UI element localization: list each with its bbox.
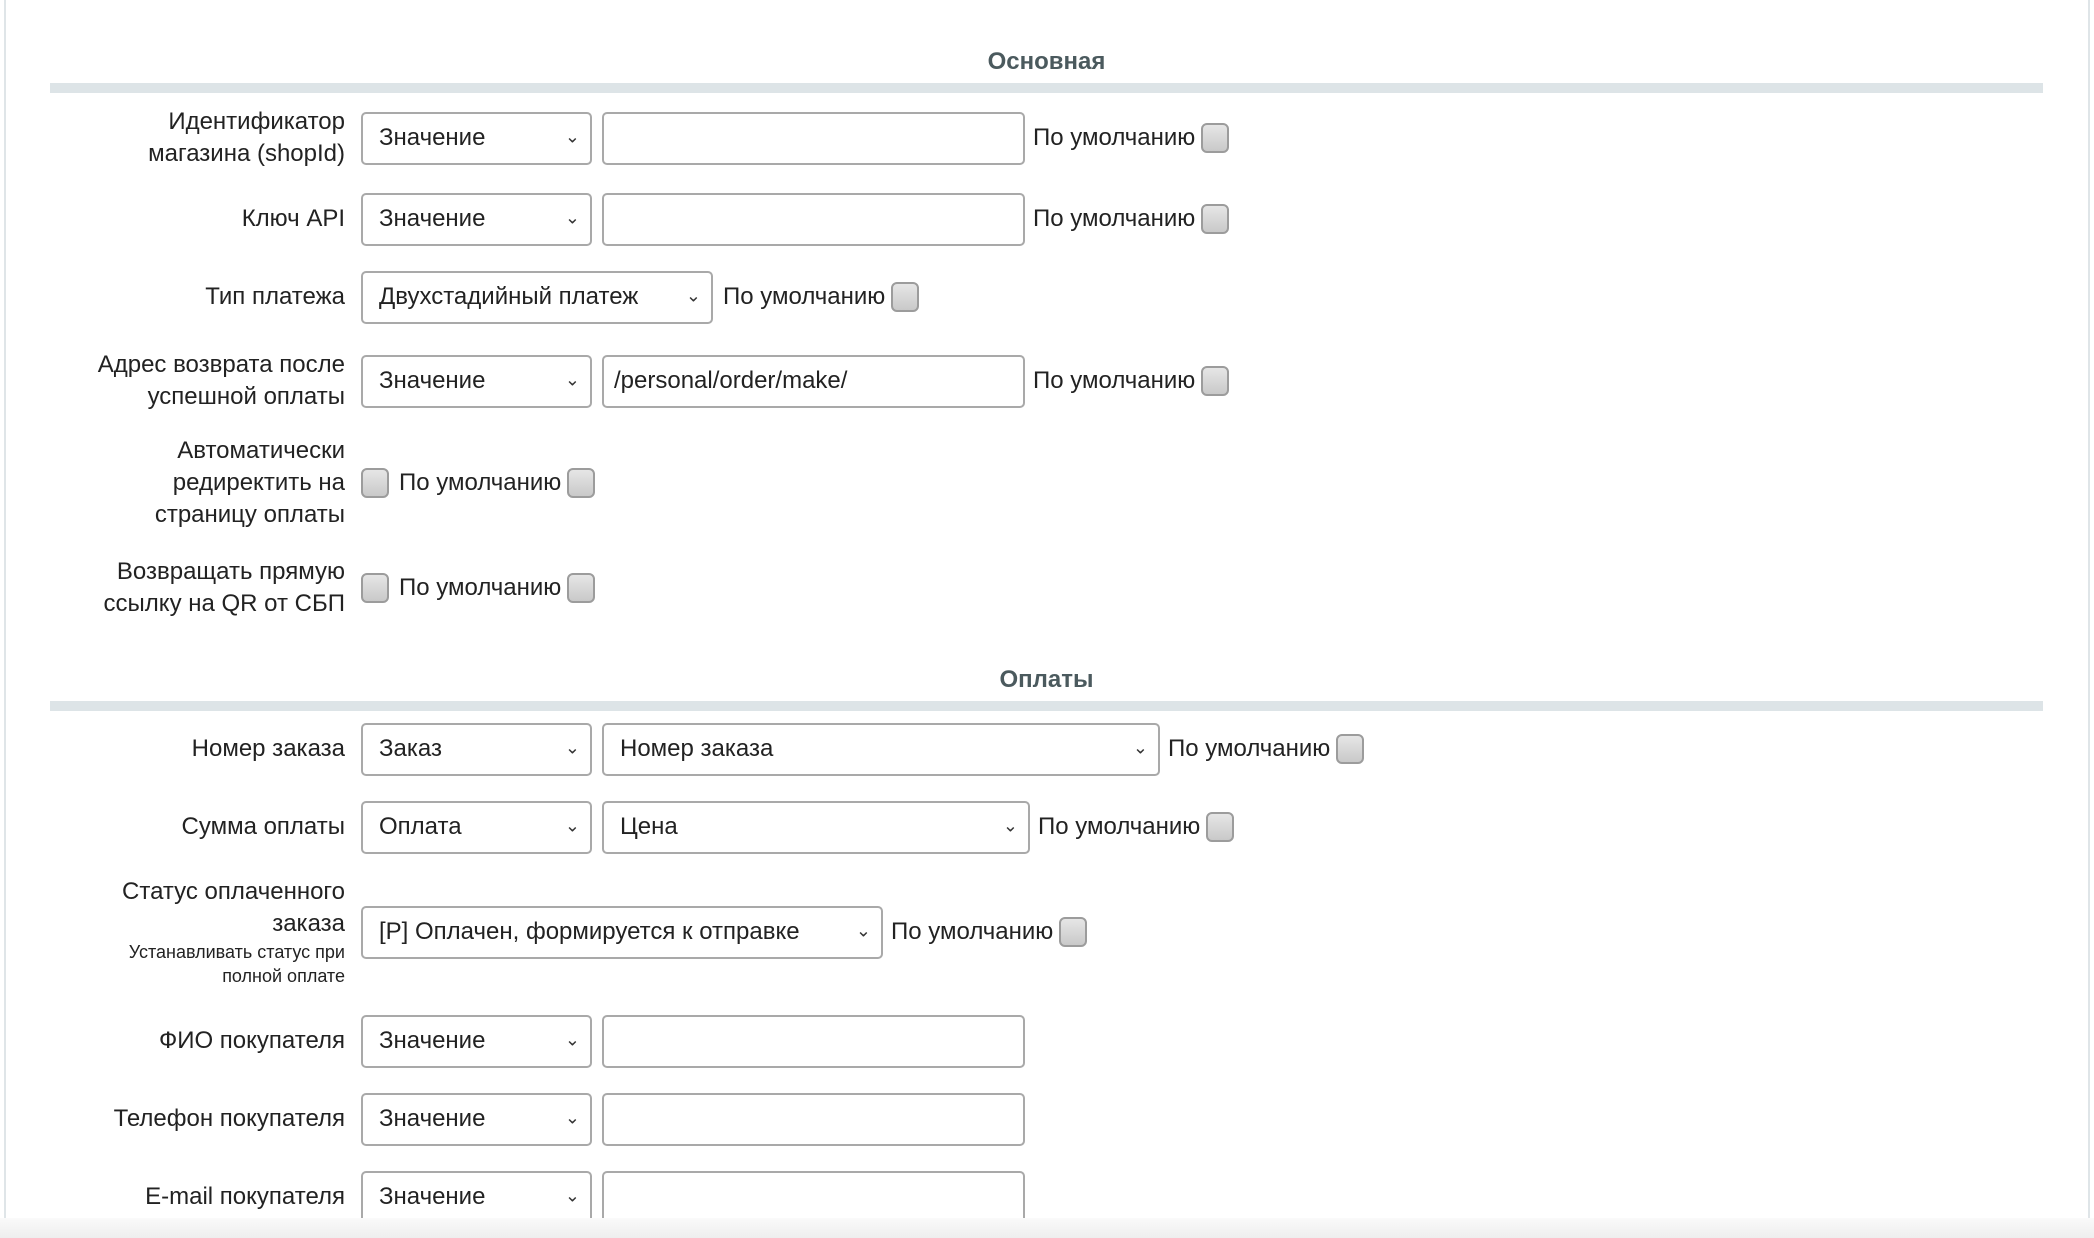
chevron-down-icon: ⌄	[855, 920, 871, 941]
chevron-down-icon: ⌄	[564, 1107, 580, 1128]
field-label	[0, 876, 361, 988]
label-line: редиректить на	[172, 469, 345, 496]
label-line: Адрес возврата после	[97, 351, 345, 378]
label-line: страницу оплаты	[154, 501, 345, 528]
chevron-down-icon: ⌄	[564, 1185, 580, 1206]
select-value: Номер заказа	[620, 735, 774, 762]
row-paid-status	[0, 876, 1097, 988]
field-label: E-mail покупателя	[145, 1183, 345, 1210]
row-buyer-phone	[0, 1092, 1033, 1146]
order-number-field-select[interactable]	[602, 723, 1160, 776]
label-line: Статус оплаченного	[122, 878, 345, 905]
amount-default-checkbox[interactable]	[1206, 812, 1234, 842]
field-label	[0, 349, 361, 413]
buyer-email-source-select[interactable]	[361, 1171, 592, 1224]
chevron-down-icon: ⌄	[1132, 737, 1148, 758]
default-label: По умолчанию	[1033, 124, 1196, 151]
field-label: Номер заказа	[191, 735, 345, 762]
amount-field-select[interactable]	[602, 801, 1030, 854]
order-number-source-select[interactable]	[361, 723, 592, 776]
select-value: Значение	[379, 1183, 486, 1210]
hint-line: полной оплате	[222, 966, 345, 986]
qr-link-checkbox[interactable]	[361, 573, 389, 603]
row-shop-id	[0, 106, 1239, 170]
row-auto-redirect	[0, 435, 605, 531]
field-label: Тип платежа	[205, 283, 345, 310]
label-line: заказа	[272, 910, 345, 937]
field-label	[0, 106, 361, 170]
row-buyer-email	[0, 1170, 1033, 1224]
buyer-email-input[interactable]	[602, 1171, 1025, 1224]
chevron-down-icon: ⌄	[685, 285, 701, 306]
select-value: Цена	[620, 813, 678, 840]
select-value: Значение	[379, 205, 486, 232]
select-value: Заказ	[379, 735, 442, 762]
field-label: ФИО покупателя	[158, 1027, 345, 1054]
chevron-down-icon: ⌄	[564, 369, 580, 390]
chevron-down-icon: ⌄	[564, 126, 580, 147]
buyer-name-input[interactable]	[602, 1015, 1025, 1068]
select-value: Значение	[379, 124, 486, 151]
default-label: По умолчанию	[723, 283, 886, 310]
default-label: По умолчанию	[1033, 205, 1196, 232]
label-line: Возвращать прямую	[116, 558, 345, 585]
chevron-down-icon: ⌄	[564, 737, 580, 758]
chevron-down-icon: ⌄	[564, 815, 580, 836]
default-label: По умолчанию	[1038, 813, 1201, 840]
select-value: Значение	[379, 1027, 486, 1054]
select-value: Оплата	[379, 813, 462, 840]
paid-status-default-checkbox[interactable]	[1059, 917, 1087, 947]
payment-type-default-checkbox[interactable]	[891, 282, 919, 312]
auto-redirect-checkbox[interactable]	[361, 468, 389, 498]
section-title-payments: Оплаты	[999, 666, 1094, 693]
row-amount	[0, 800, 1244, 854]
shop-id-input[interactable]	[602, 112, 1025, 165]
return-url-default-checkbox[interactable]	[1201, 366, 1229, 396]
field-label: Телефон покупателя	[113, 1105, 345, 1132]
shop-id-source-select[interactable]	[361, 112, 592, 165]
row-buyer-name	[0, 1014, 1033, 1068]
section-title-main: Основная	[987, 48, 1106, 75]
default-label: По умолчанию	[1033, 367, 1196, 394]
select-value: [P] Оплачен, формируется к отправке	[379, 918, 800, 945]
default-label: По умолчанию	[1168, 735, 1331, 762]
select-value: Значение	[379, 367, 486, 394]
chevron-down-icon: ⌄	[564, 1029, 580, 1050]
paid-status-select[interactable]	[361, 906, 883, 959]
return-url-input[interactable]: /personal/order/make/	[602, 355, 1025, 408]
row-order-number	[0, 722, 1374, 776]
row-qr-link	[0, 556, 605, 620]
buyer-phone-input[interactable]	[602, 1093, 1025, 1146]
order-number-default-checkbox[interactable]	[1336, 734, 1364, 764]
row-return-url	[0, 349, 1239, 413]
right-scroll-edge	[2088, 0, 2090, 1238]
chevron-down-icon: ⌄	[1002, 815, 1018, 836]
select-value: Двухстадийный платеж	[379, 283, 639, 310]
shop-id-default-checkbox[interactable]	[1201, 123, 1229, 153]
section-divider	[50, 701, 2043, 711]
default-label: По умолчанию	[399, 469, 562, 496]
row-payment-type	[0, 270, 929, 324]
hint-line: Устанавливать статус при	[128, 942, 345, 962]
api-key-input[interactable]	[602, 193, 1025, 246]
buyer-phone-source-select[interactable]	[361, 1093, 592, 1146]
auto-redirect-default-checkbox[interactable]	[567, 468, 595, 498]
field-label: Ключ API	[241, 205, 345, 232]
select-value: Значение	[379, 1105, 486, 1132]
qr-link-default-checkbox[interactable]	[567, 573, 595, 603]
row-api-key	[0, 192, 1239, 246]
api-key-source-select[interactable]	[361, 193, 592, 246]
label-line: Автоматически	[177, 437, 345, 464]
default-label: По умолчанию	[399, 574, 562, 601]
field-label: Сумма оплаты	[181, 813, 345, 840]
buyer-name-source-select[interactable]	[361, 1015, 592, 1068]
field-label	[0, 435, 361, 531]
section-divider	[50, 83, 2043, 93]
amount-source-select[interactable]	[361, 801, 592, 854]
return-url-source-select[interactable]	[361, 355, 592, 408]
label-line: успешной оплаты	[147, 383, 345, 410]
field-label	[0, 556, 361, 620]
chevron-down-icon: ⌄	[564, 207, 580, 228]
field-hint	[0, 940, 345, 988]
payment-type-select[interactable]	[361, 271, 713, 324]
label-line: ссылку на QR от СБП	[103, 590, 345, 617]
bottom-edge	[0, 1218, 2094, 1238]
label-line: Идентификатор	[168, 108, 345, 135]
default-label: По умолчанию	[891, 918, 1054, 945]
label-line: магазина (shopId)	[148, 140, 345, 167]
api-key-default-checkbox[interactable]	[1201, 204, 1229, 234]
